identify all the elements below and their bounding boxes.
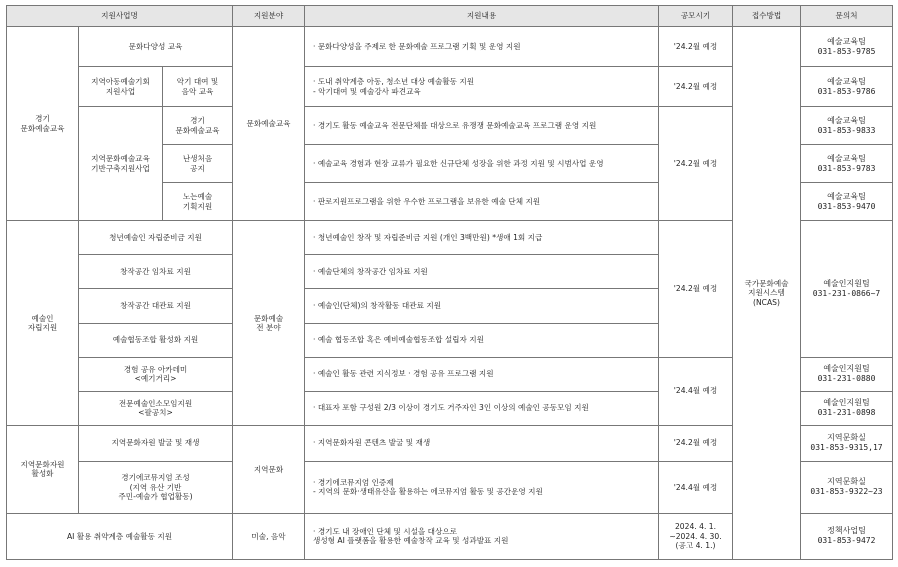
period-cell: '24.2월 예정 [659,425,733,461]
content-cell: · 지역문화자원 콘텐츠 발굴 및 재생 [305,425,659,461]
sub-program-name: 지역아동예술기회 지원사업 [79,67,163,107]
period-cell: '24.2월 예정 [659,107,733,221]
program-name: 예술협동조합 활성화 지원 [79,323,233,357]
sub-program-name: 지역문화예술교육 기반구축지원사업 [79,107,163,221]
contact-cell: 지역문화실 031-853-9322~23 [801,461,893,513]
program-name: 창작공간 임차료 지원 [79,255,233,289]
group-label: 지역문화자원 활성화 [7,425,79,513]
program-name: 창작공간 대관료 지원 [79,289,233,323]
program-name: 경기 문화예술교육 [163,107,233,145]
period-cell: 2024. 4. 1. ~2024. 4. 30. (공고 4. 1.) [659,513,733,559]
field-cell: 문화예술교육 [233,27,305,221]
program-name: AI 활용 취약계층 예술활동 지원 [7,513,233,559]
program-name: 전문예술인소모임지원 <팔공치> [79,391,233,425]
header-row [7,6,893,27]
contact-cell: 예술교육팀 031-853-9470 [801,183,893,221]
header-content: 지원내용 [305,6,659,27]
period-cell: '24.2월 예정 [659,67,733,107]
field-cell: 미술, 음악 [233,513,305,559]
method-cell: 국가문화예술 지원시스템 (NCAS) [733,27,801,560]
content-cell: · 예술교육 경험과 현장 교류가 필요한 신규단체 성장을 위한 과정 지원 및 시범사업 운영 [305,145,659,183]
period-cell: '24.4월 예정 [659,461,733,513]
program-name: 노는예술 기획지원 [163,183,233,221]
content-cell: · 예술 협동조합 혹은 예비예술협동조합 설립자 지원 [305,323,659,357]
contact-cell: 예술인지원팀 031-231-0880 [801,357,893,391]
header-period: 공모시기 [659,6,733,27]
content-cell: · 경기도 활동 예술교육 전문단체를 대상으로 유쟁쟁 문화예술교육 프로그램 운영 지원 [305,107,659,145]
content-cell: · 도내 취약계층 아동, 청소년 대상 예술활동 지원 - 악기대여 및 예술강사 파견교육 [305,67,659,107]
program-name: 경기에코뮤지엄 조성 (지역 유산 기반 주민-예술가 협업활동) [79,461,233,513]
program-name: 난생처음 공지 [163,145,233,183]
contact-cell: 예술인지원팀 031-231-0866~7 [801,221,893,357]
content-cell: · 경기에코뮤지엄 인증제 - 지역의 문화·생태유산을 활용하는 에코뮤지엄 활동 및 공간운영 지원 [305,461,659,513]
group-label: 경기 문화예술교육 [7,27,79,221]
program-name: 경험 공유 아카데미 <예기거리> [79,357,233,391]
contact-cell: 지역문화실 031-853-9315,17 [801,425,893,461]
program-name: 지역문화자원 발굴 및 재생 [79,425,233,461]
contact-cell: 예술교육팀 031-853-9785 [801,27,893,67]
content-cell: · 예술단체의 창작공간 임차료 지원 [305,255,659,289]
header-method: 접수방법 [733,6,801,27]
header-field: 지원분야 [233,6,305,27]
table-row [7,27,893,67]
program-name: 문화다양성 교육 [79,27,233,67]
contact-cell: 예술교육팀 031-853-9833 [801,107,893,145]
content-cell: · 대표자 포함 구성원 2/3 이상이 경기도 거주자인 3인 이상의 예술인 공동모임 지원 [305,391,659,425]
field-cell: 지역문화 [233,425,305,513]
contact-cell: 예술교육팀 031-853-9783 [801,145,893,183]
content-cell: · 경기도 내 장애인 단체 및 시설을 대상으로 생성형 AI 플랫폼을 활용한 예술창작 교육 및 성과발표 지원 [305,513,659,559]
content-cell: · 예술인 활동 관련 지식정보 · 경험 공유 프로그램 지원 [305,357,659,391]
support-program-table [6,5,893,560]
header-contact: 문의처 [801,6,893,27]
field-cell: 문화예술 전 분야 [233,221,305,425]
content-cell: · 예술인(단체)의 창작활동 대관료 지원 [305,289,659,323]
program-name: 청년예술인 자립준비금 지원 [79,221,233,255]
period-cell: '24.2월 예정 [659,221,733,357]
program-name: 악기 대여 및 음악 교육 [163,67,233,107]
content-cell: · 문화다양성을 주제로 한 문화예술 프로그램 기획 및 운영 지원 [305,27,659,67]
group-label: 예술인 자립지원 [7,221,79,425]
contact-cell: 예술인지원팀 031-231-0898 [801,391,893,425]
contact-cell: 정책사업팀 031-853-9472 [801,513,893,559]
period-cell: '24.2월 예정 [659,27,733,67]
content-cell: · 판로지원프로그램을 위한 우수한 프로그램을 보유한 예술 단체 지원 [305,183,659,221]
header-program: 지원사업명 [7,6,233,27]
content-cell: · 청년예술인 창작 및 자립준비금 지원 (개인 3백만원) *생애 1회 지급 [305,221,659,255]
contact-cell: 예술교육팀 031-853-9786 [801,67,893,107]
period-cell: '24.4월 예정 [659,357,733,425]
